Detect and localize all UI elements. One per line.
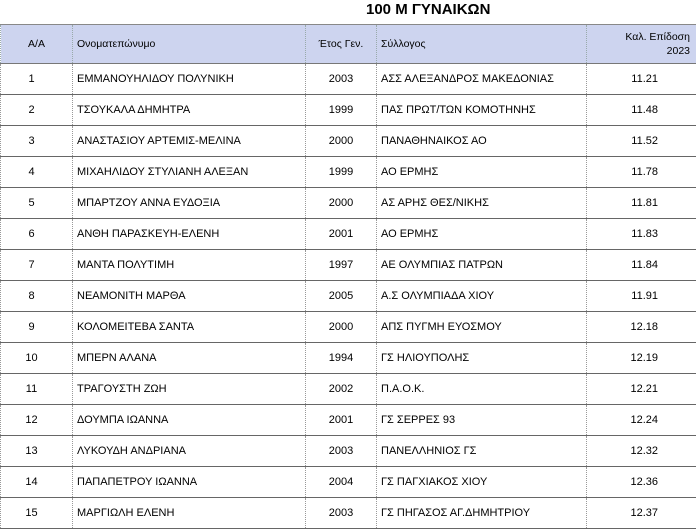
cell-name: ΜΠΑΡΤΖΟΥ ΑΝΝΑ ΕΥΔΟΞΙΑ [73,188,306,219]
cell-year: 1997 [306,250,377,281]
cell-club: ΠΑΝΕΛΛΗΝΙΟΣ ΓΣ [377,436,587,467]
cell-club: ΓΣ ΗΛΙΟΥΠΟΛΗΣ [377,343,587,374]
table-row [1,250,696,281]
cell-club: ΓΣ ΠΗΓΑΣΟΣ ΑΓ.ΔΗΜΗΤΡΙΟΥ [377,498,587,529]
cell-name: ΜΙΧΑΗΛΙΔΟΥ ΣΤΥΛΙΑΝΗ ΑΛΕΞΑΝ [73,157,306,188]
cell-club: ΑΣ ΑΡΗΣ ΘΕΣ/ΝΙΚΗΣ [377,188,587,219]
table-row [1,219,696,250]
cell-year: 2002 [306,374,377,405]
cell-performance: 12.19 [587,343,696,374]
cell-performance: 12.37 [587,498,696,529]
header-performance-year: 2023 [591,44,690,58]
header-year: Έτος Γεν. [306,25,377,64]
table-body [1,64,696,529]
cell-performance: 11.84 [587,250,696,281]
table-row [1,188,696,219]
cell-club: ΑΕ ΟΛΥΜΠΙΑΣ ΠΑΤΡΩΝ [377,250,587,281]
cell-name: ΜΑΝΤΑ ΠΟΛΥΤΙΜΗ [73,250,306,281]
cell-performance: 12.24 [587,405,696,436]
cell-club: Α.Σ ΟΛΥΜΠΙΑΔΑ ΧΙΟΥ [377,281,587,312]
cell-year: 2004 [306,467,377,498]
table-row [1,312,696,343]
cell-year: 1999 [306,157,377,188]
cell-performance: 11.52 [587,126,696,157]
cell-club: ΑΣΣ ΑΛΕΞΑΝΔΡΟΣ ΜΑΚΕΔΟΝΙΑΣ [377,64,587,95]
cell-rank: 7 [1,250,73,281]
table-row [1,157,696,188]
cell-club: ΑΠΣ ΠΥΓΜΗ ΕΥΟΣΜΟΥ [377,312,587,343]
cell-year: 2000 [306,126,377,157]
cell-name: ΤΣΟΥΚΑΛΑ ΔΗΜΗΤΡΑ [73,95,306,126]
cell-year: 2003 [306,436,377,467]
table-row [1,281,696,312]
header-club: Σύλλογος [377,25,587,64]
page-title: 100 Μ ΓΥΝΑΙΚΩΝ [366,0,490,20]
table-row [1,64,696,95]
cell-club: ΓΣ ΣΕΡΡΕΣ 93 [377,405,587,436]
table-row [1,95,696,126]
cell-rank: 8 [1,281,73,312]
cell-performance: 11.48 [587,95,696,126]
cell-rank: 6 [1,219,73,250]
cell-name: ΚΟΛΟΜΕΙΤΕΒΑ ΣΑΝΤΑ [73,312,306,343]
cell-performance: 11.78 [587,157,696,188]
table-row [1,436,696,467]
table-row [1,374,696,405]
cell-performance: 12.18 [587,312,696,343]
cell-year: 2005 [306,281,377,312]
cell-year: 2001 [306,219,377,250]
cell-year: 2000 [306,188,377,219]
cell-rank: 13 [1,436,73,467]
cell-name: ΑΝΑΣΤΑΣΙΟΥ ΑΡΤΕΜΙΣ-ΜΕΛΙΝΑ [73,126,306,157]
cell-performance: 12.32 [587,436,696,467]
table-row [1,498,696,529]
cell-name: ΕΜΜΑΝΟΥΗΛΙΔΟΥ ΠΟΛΥΝΙΚΗ [73,64,306,95]
cell-name: ΠΑΠΑΠΕΤΡΟΥ ΙΩΑΝΝΑ [73,467,306,498]
cell-rank: 3 [1,126,73,157]
cell-club: Π.Α.Ο.Κ. [377,374,587,405]
cell-rank: 4 [1,157,73,188]
cell-name: ΜΑΡΓΙΩΛΗ ΕΛΕΝΗ [73,498,306,529]
cell-name: ΑΝΘΗ ΠΑΡΑΣΚΕΥΗ-ΕΛΕΝΗ [73,219,306,250]
cell-club: ΠΑΝΑΘΗΝΑΙΚΟΣ ΑΟ [377,126,587,157]
cell-rank: 1 [1,64,73,95]
cell-rank: 11 [1,374,73,405]
cell-year: 1999 [306,95,377,126]
cell-rank: 2 [1,95,73,126]
cell-performance: 11.91 [587,281,696,312]
header-performance-label: Καλ. Επίδοση [591,30,690,44]
header-performance [587,25,696,64]
cell-club: ΠΑΣ ΠΡΩΤ/ΤΩΝ ΚΟΜΟΤΗΝΗΣ [377,95,587,126]
cell-performance: 12.21 [587,374,696,405]
cell-rank: 10 [1,343,73,374]
header-rank: Α/Α [1,25,73,64]
table-row [1,126,696,157]
cell-club: ΑΟ ΕΡΜΗΣ [377,157,587,188]
table-header [1,25,696,64]
cell-performance: 11.81 [587,188,696,219]
cell-year: 2001 [306,405,377,436]
cell-name: ΜΠΕΡΝ ΑΛΑΝΑ [73,343,306,374]
cell-name: ΔΟΥΜΠΑ ΙΩΑΝΝΑ [73,405,306,436]
table-row [1,405,696,436]
cell-rank: 15 [1,498,73,529]
cell-year: 2003 [306,498,377,529]
cell-club: ΓΣ ΠΑΓΧΙΑΚΟΣ ΧΙΟΥ [377,467,587,498]
cell-rank: 9 [1,312,73,343]
cell-year: 2003 [306,64,377,95]
cell-rank: 14 [1,467,73,498]
cell-performance: 12.36 [587,467,696,498]
cell-rank: 12 [1,405,73,436]
cell-performance: 11.21 [587,64,696,95]
cell-year: 1994 [306,343,377,374]
cell-performance: 11.83 [587,219,696,250]
header-row [1,25,696,64]
cell-club: ΑΟ ΕΡΜΗΣ [377,219,587,250]
table-row [1,343,696,374]
cell-name: ΤΡΑΓΟΥΣΤΗ ΖΩΗ [73,374,306,405]
table-row [1,467,696,498]
results-table [0,24,696,529]
cell-name: ΝΕΑΜΟΝΙΤΗ ΜΑΡΘΑ [73,281,306,312]
cell-year: 2000 [306,312,377,343]
title-bar [0,0,696,24]
cell-name: ΛΥΚΟΥΔΗ ΑΝΔΡΙΑΝΑ [73,436,306,467]
header-name: Ονοματεπώνυμο [73,25,306,64]
cell-rank: 5 [1,188,73,219]
